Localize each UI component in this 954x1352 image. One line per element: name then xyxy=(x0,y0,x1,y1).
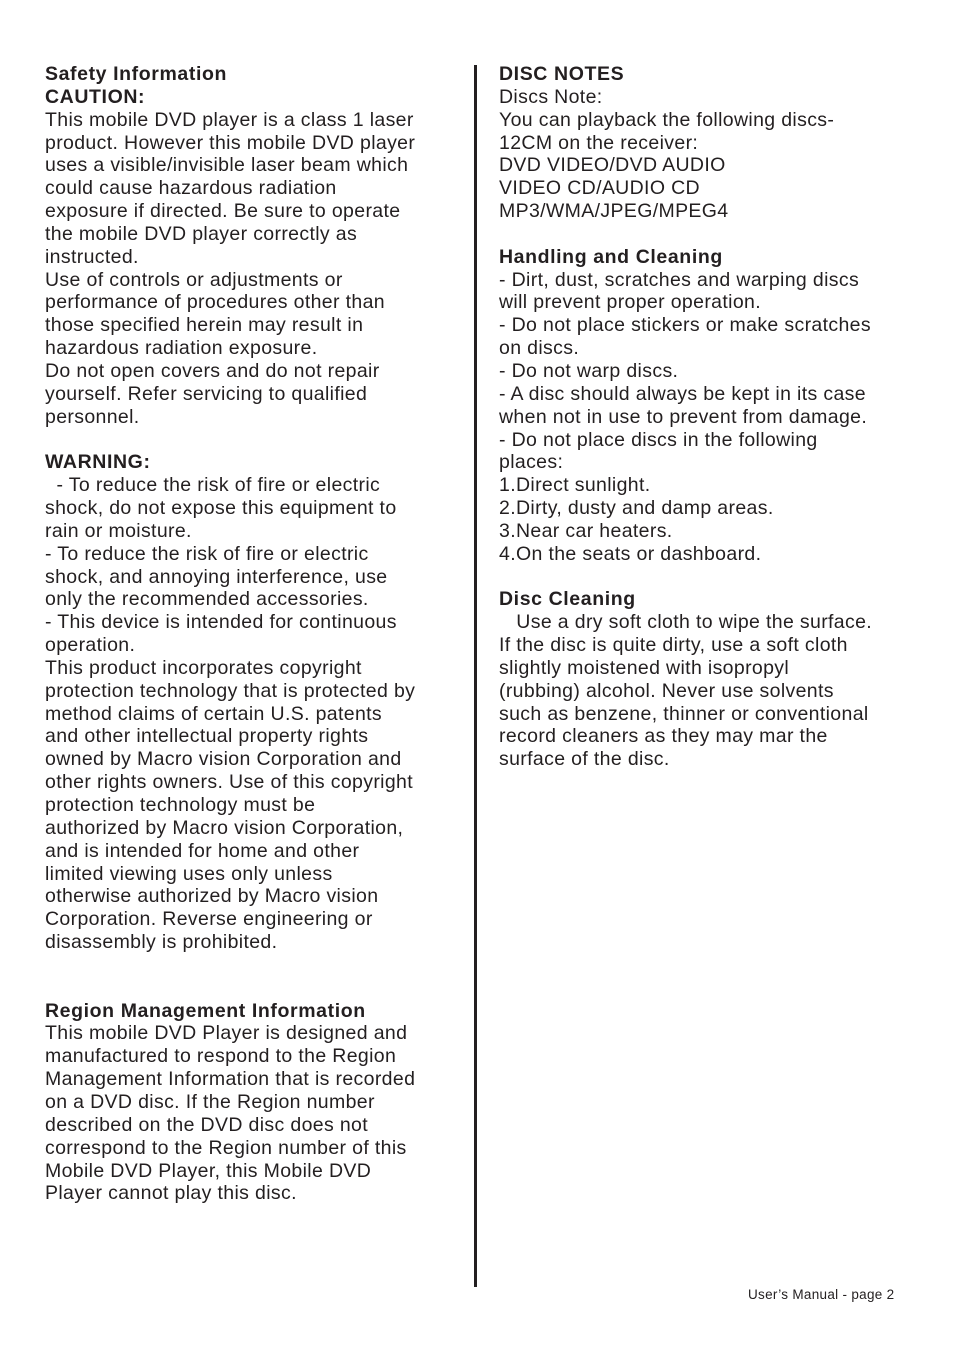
text-line: MP3/WMA/JPEG/MPEG4 xyxy=(499,200,729,223)
caution-label: CAUTION: xyxy=(45,85,146,108)
text-line: Corporation. Reverse engineering or xyxy=(45,908,373,931)
cleaning-section xyxy=(499,588,919,771)
text-line: protection technology must be xyxy=(45,794,316,816)
disc-notes-section xyxy=(499,63,919,223)
text-line: could cause hazardous radiation xyxy=(45,177,337,200)
text-line: and other intellectual property rights xyxy=(45,725,369,748)
left-column xyxy=(45,63,465,1205)
disc-notes-text xyxy=(499,86,919,223)
text-line: VIDEO CD/AUDIO CD xyxy=(499,177,700,200)
spacer xyxy=(499,566,919,589)
cleaning-text xyxy=(499,611,919,771)
text-line: If the disc is quite dirty, use a soft cloth xyxy=(499,634,848,657)
safety-section xyxy=(45,63,465,429)
region-section xyxy=(45,1000,465,1206)
text-line: - Do not place stickers or make scratches xyxy=(499,314,871,337)
text-line: product. However this mobile DVD player xyxy=(45,131,416,154)
text-line: manufactured to respond to the Region xyxy=(45,1045,397,1068)
spacer xyxy=(45,429,465,452)
spacer xyxy=(45,954,465,977)
text-line: disassembly is prohibited. xyxy=(45,931,278,954)
warning-section xyxy=(45,451,465,954)
text-line: Player cannot play this disc. xyxy=(45,1182,297,1205)
text-line: Management Information that is recorded xyxy=(45,1068,416,1091)
text-line: on discs. xyxy=(499,337,580,360)
spacer xyxy=(45,977,465,1000)
text-line: slightly moistened with isopropyl xyxy=(499,656,790,679)
text-line: correspond to the Region number of this xyxy=(45,1136,407,1159)
handling-title: Handling and Cleaning xyxy=(499,245,723,268)
text-line: only the recommended accessories. xyxy=(45,588,369,611)
text-line: - To reduce the risk of fire or electric xyxy=(45,474,381,497)
text-line: exposure if directed. Be sure to operate xyxy=(45,200,401,223)
text-line: operation. xyxy=(45,634,136,657)
text-line: Use of controls or adjustments or xyxy=(45,268,343,291)
region-title: Region Management Information xyxy=(45,999,366,1022)
text-line: - This device is intended for continuous xyxy=(45,611,397,634)
handling-text xyxy=(499,269,919,566)
region-text xyxy=(45,1022,465,1205)
text-line: - Dirt, dust, scratches and warping discs xyxy=(499,268,860,291)
text-line: owned by Macro vision Corporation and xyxy=(45,748,402,771)
text-line: 2.Dirty, dusty and damp areas. xyxy=(499,497,774,520)
text-line: record cleaners as they may mar the xyxy=(499,725,828,748)
text-line: performance of procedures other than xyxy=(45,291,385,314)
text-line: shock, and annoying interference, use xyxy=(45,565,388,588)
text-line: This mobile DVD Player is designed and xyxy=(45,1022,408,1045)
text-line: will prevent proper operation. xyxy=(499,291,761,314)
text-line: described on the DVD disc does not xyxy=(45,1113,368,1136)
safety-title: Safety Information xyxy=(45,63,227,85)
text-line: This product incorporates copyright xyxy=(45,656,362,679)
text-line: 4.On the seats or dashboard. xyxy=(499,542,762,565)
text-line: Do not open covers and do not repair xyxy=(45,359,380,382)
text-line: method claims of certain U.S. patents xyxy=(45,702,383,725)
text-line: 12CM on the receiver: xyxy=(499,131,699,154)
text-line: Use a dry soft cloth to wipe the surface. xyxy=(499,611,873,634)
text-line: You can playback the following discs- xyxy=(499,108,835,131)
text-line: (rubbing) alcohol. Never use solvents xyxy=(499,679,834,702)
text-line: Discs Note: xyxy=(499,85,603,108)
text-line: surface of the disc. xyxy=(499,748,670,771)
text-line: - Do not place discs in the following xyxy=(499,428,818,451)
text-line: on a DVD disc. If the Region number xyxy=(45,1090,375,1113)
text-line: protection technology that is protected by xyxy=(45,679,416,702)
handling-section xyxy=(499,246,919,566)
text-line: rain or moisture. xyxy=(45,519,192,542)
text-line: such as benzene, thinner or conventional xyxy=(499,702,869,725)
text-line: instructed. xyxy=(45,245,139,268)
text-line: otherwise authorized by Macro vision xyxy=(45,885,379,908)
text-line: limited viewing uses only unless xyxy=(45,862,333,885)
text-line: and is intended for home and other xyxy=(45,839,360,862)
text-line: uses a visible/invisible laser beam which xyxy=(45,154,409,177)
cleaning-title: Disc Cleaning xyxy=(499,588,636,611)
right-column xyxy=(499,63,919,771)
text-line: DVD VIDEO/DVD AUDIO xyxy=(499,154,726,177)
text-line: the mobile DVD player correctly as xyxy=(45,222,358,245)
caution-text xyxy=(45,109,465,429)
text-line: 1.Direct sunlight. xyxy=(499,474,651,497)
text-line: - A disc should always be kept in its case xyxy=(499,382,866,405)
warning-label: WARNING: xyxy=(45,451,151,474)
disc-notes-title: DISC NOTES xyxy=(499,63,625,85)
text-line: yourself. Refer servicing to qualified xyxy=(45,382,368,405)
text-line: when not in use to prevent from damage. xyxy=(499,405,868,428)
text-line: authorized by Macro vision Corporation, xyxy=(45,816,404,839)
column-divider xyxy=(474,65,477,1287)
page-footer: User’s Manual - page 2 xyxy=(748,1287,895,1302)
text-line: places: xyxy=(499,451,564,474)
spacer xyxy=(499,223,919,246)
text-line: This mobile DVD player is a class 1 laser xyxy=(45,108,414,131)
text-line: - Do not warp discs. xyxy=(499,359,679,382)
text-line: personnel. xyxy=(45,405,140,428)
text-line: shock, do not expose this equipment to xyxy=(45,497,397,520)
text-line: those specified herein may result in xyxy=(45,314,364,337)
text-line: 3.Near car heaters. xyxy=(499,519,673,542)
text-line: hazardous radiation exposure. xyxy=(45,337,318,360)
text-line: Mobile DVD Player, this Mobile DVD xyxy=(45,1159,372,1182)
text-line: - To reduce the risk of fire or electric xyxy=(45,542,369,565)
text-line: other rights owners. Use of this copyright xyxy=(45,771,414,794)
warning-text xyxy=(45,474,465,954)
